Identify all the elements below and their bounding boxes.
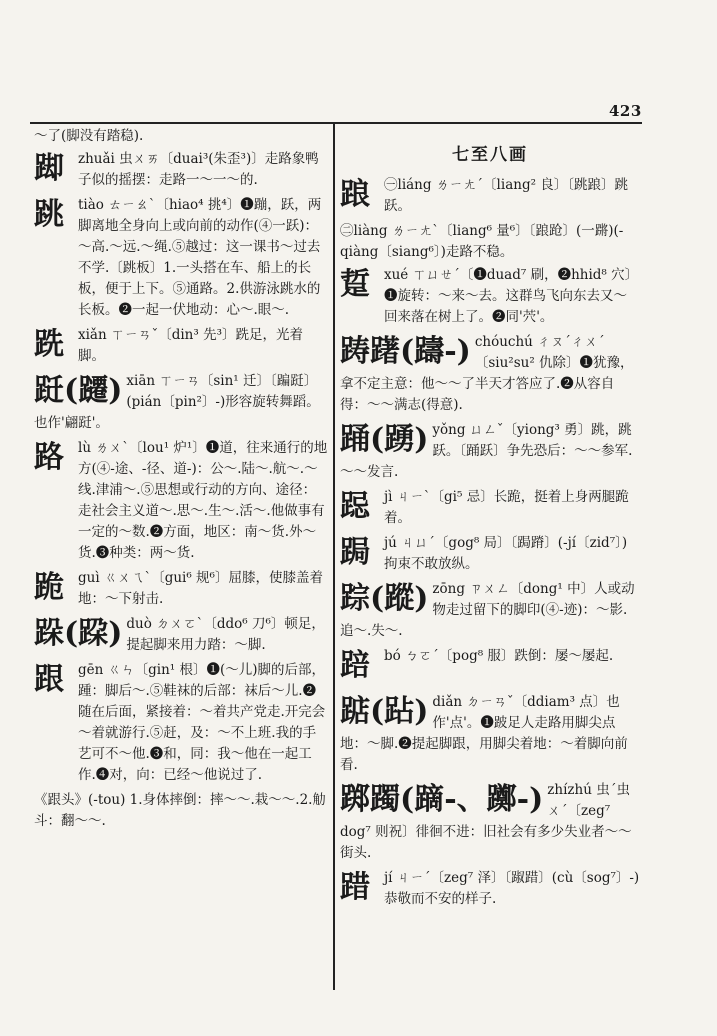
headword: 跪: [34, 570, 64, 605]
dictionary-entry: [34, 568, 328, 610]
headword: 踉: [340, 177, 370, 212]
headword: 踪(蹤): [340, 581, 429, 616]
entry-text: gēn ㄍㄣ〔gin¹ 根〕❶(～儿)脚的后部，踵：脚后～.⑤鞋袜的后部：袜后～儿.❷随在后面，紧接着：～着共产党走.开完会～着就游行.⑤赶，及：～不上班.我的手艺可不～他.❸和，同：我～他在一起工作.❹对，向：已经～他说过了.: [78, 662, 326, 783]
dictionary-entry: [340, 265, 640, 328]
dictionary-entry: [340, 533, 640, 575]
headword: 跹(躚): [34, 373, 123, 408]
entry-text: guì ㄍㄨㄟˋ〔gui⁶ 规⁶〕屈膝，使膝盖着地：～下射击.: [78, 570, 323, 607]
headword: 踅: [340, 267, 370, 302]
dictionary-entry: [34, 325, 328, 367]
entry-text: zhízhú 虫ˊ虫ㄨˊ〔zeg⁷ dog⁷ 则祝〕徘徊不进：旧社会有多少失业者～～街头.: [340, 782, 632, 861]
headword: 跳: [34, 197, 64, 232]
right-column: [340, 124, 640, 914]
headword: 跣: [34, 327, 64, 362]
dictionary-entry: [340, 487, 640, 529]
entry-text: yǒng ㄩㄥˇ〔yiong³ 勇〕跳，跳跃。〔踊跃〕争先恐后：～～参军.～～发言.: [340, 422, 633, 480]
entry-text: tiào ㄊㄧㄠˋ〔hiao⁴ 挑⁴〕❶蹦，跃，两脚离地全身向上或向前的动作(④一跃)：～高.～远.～绳.⑤越过：这一课书～过去不学.〔跳板〕1.一头搭在车、船上的长板，便于上下。⑤通路。2.供游泳跳水的长板。❷一起一伏地动：心～.眼～.: [78, 197, 322, 318]
entry-text: zhuǎi 虫ㄨㄞ〔duai³(朱歪³)〕走路象鸭子似的摇摆：走路一～一～的.: [78, 151, 319, 188]
dictionary-entry: [34, 149, 328, 191]
entry-text: ㊁liàng ㄌㄧㄤˋ〔liang⁶ 量⁶〕〔踉跄〕(一蹡)(-qiàng〔siang⁶〕)走路不稳。: [340, 223, 624, 260]
section-header: 七至八画: [452, 145, 528, 165]
headword: 踯躅(蹢-、躑-): [340, 782, 544, 817]
headword: 踮(跕): [340, 694, 429, 729]
dictionary-entry: [34, 371, 328, 434]
page-number: 423: [609, 102, 642, 120]
dictionary-entry: [340, 692, 640, 776]
dictionary-entry: [34, 660, 328, 786]
headword: 跟: [34, 662, 64, 697]
dictionary-entry: [34, 438, 328, 564]
headword: 踋: [34, 151, 64, 186]
dictionary-entry: [340, 579, 640, 642]
entry-text: zōng ㄗㄨㄥ〔dong¹ 中〕人或动物走过留下的脚印(④-迹)：～影.追～.失～.: [340, 581, 635, 639]
dictionary-entry: [340, 420, 640, 483]
dictionary-entry: [34, 614, 328, 656]
entry-text: jì ㄐㄧˋ〔gi⁵ 忌〕长跪，挺着上身两腿跪着。: [384, 489, 629, 526]
entry-text: diǎn ㄉㄧㄢˇ〔ddiam³ 点〕也作'点'。❶跛足人走路用脚尖点地：～脚.❷提起脚跟，用脚尖着地：～着脚向前看.: [340, 694, 628, 773]
continuation-text: ～了(脚没有踏稳).: [34, 128, 144, 144]
entry-text: jí ㄐㄧˊ〔zeg⁷ 泽〕〔踧踖〕(cù〔sog⁷〕-)恭敬而不安的样子.: [384, 870, 640, 907]
entry-text: chóuchú ㄔㄡˊㄔㄨˊ〔siu²su² 仇除〕❶犹豫，拿不定主意：他～～了半天才答应了.❷从容自得：～～满志(得意).: [340, 334, 634, 413]
headword: 跺(跥): [34, 616, 123, 651]
headword: 踣: [340, 648, 370, 683]
entry-tail-text: 《跟头》(-tou) 1.身体摔倒：摔～～.栽～～.2.觔斗：翻～～.: [34, 792, 326, 829]
entry-text: xiān ㄒㄧㄢ〔sin¹ 迁〕〔蹁跹〕(pián〔pin²〕-)形容旋转舞蹈。也作'翩跹'。: [34, 373, 320, 431]
entry-text: lù ㄌㄨˋ〔lou¹ 炉¹〕❶道，往来通行的地方(④-途、-径、道-)：公～.陆～.航～.～线.津浦～.⑤思想或行动的方向、途径：走社会主义道～.思～.生～.活～.他做事有一定的～数.❷方面，地区：南～货.外～货.❸种类：两～货.: [78, 440, 328, 561]
entry-text: duò ㄉㄨㄛˋ〔ddo⁶ 刀⁶〕顿足，提起脚来用力踏：～脚.: [126, 616, 325, 653]
dictionary-subentry: [340, 221, 640, 263]
dictionary-entry: [340, 646, 640, 688]
headword: 路: [34, 440, 64, 475]
entry-text: bó ㄅㄛˊ〔pog⁸ 服〕跌倒：屡～屡起.: [384, 648, 614, 664]
headword: 踌躇(躊-): [340, 334, 471, 369]
dictionary-entry: [340, 868, 640, 910]
headword: 跽: [340, 489, 370, 524]
dictionary-entry: [340, 780, 640, 864]
column-divider: [333, 122, 335, 990]
dictionary-entry: [340, 332, 640, 416]
entry-tail: [34, 790, 328, 832]
left-column: [34, 124, 328, 834]
continuation-line: [34, 126, 328, 147]
entry-text: ㊀liáng ㄌㄧㄤˊ〔liang² 良〕〔跳踉〕跳跃。: [384, 177, 629, 214]
headword: 踖: [340, 870, 370, 905]
headword: 踊(踴): [340, 422, 429, 457]
headword: 跼: [340, 535, 370, 570]
dictionary-entry: [34, 195, 328, 321]
entry-text: xiǎn ㄒㄧㄢˇ〔din³ 先³〕跣足，光着脚。: [78, 327, 303, 364]
dictionary-entry: [340, 175, 640, 217]
entry-text: xué ㄒㄩㄝˊ〔❶duad⁷ 刷，❷hhid⁸ 穴〕❶旋转：～来～去。这群鸟飞向东去又～回来落在树上了。❷同'茓'。: [384, 267, 639, 325]
entry-text: jú ㄐㄩˊ〔gog⁸ 局〕〔跼蹐〕(-jí〔zid⁷〕)拘束不敢放纵。: [384, 535, 628, 572]
